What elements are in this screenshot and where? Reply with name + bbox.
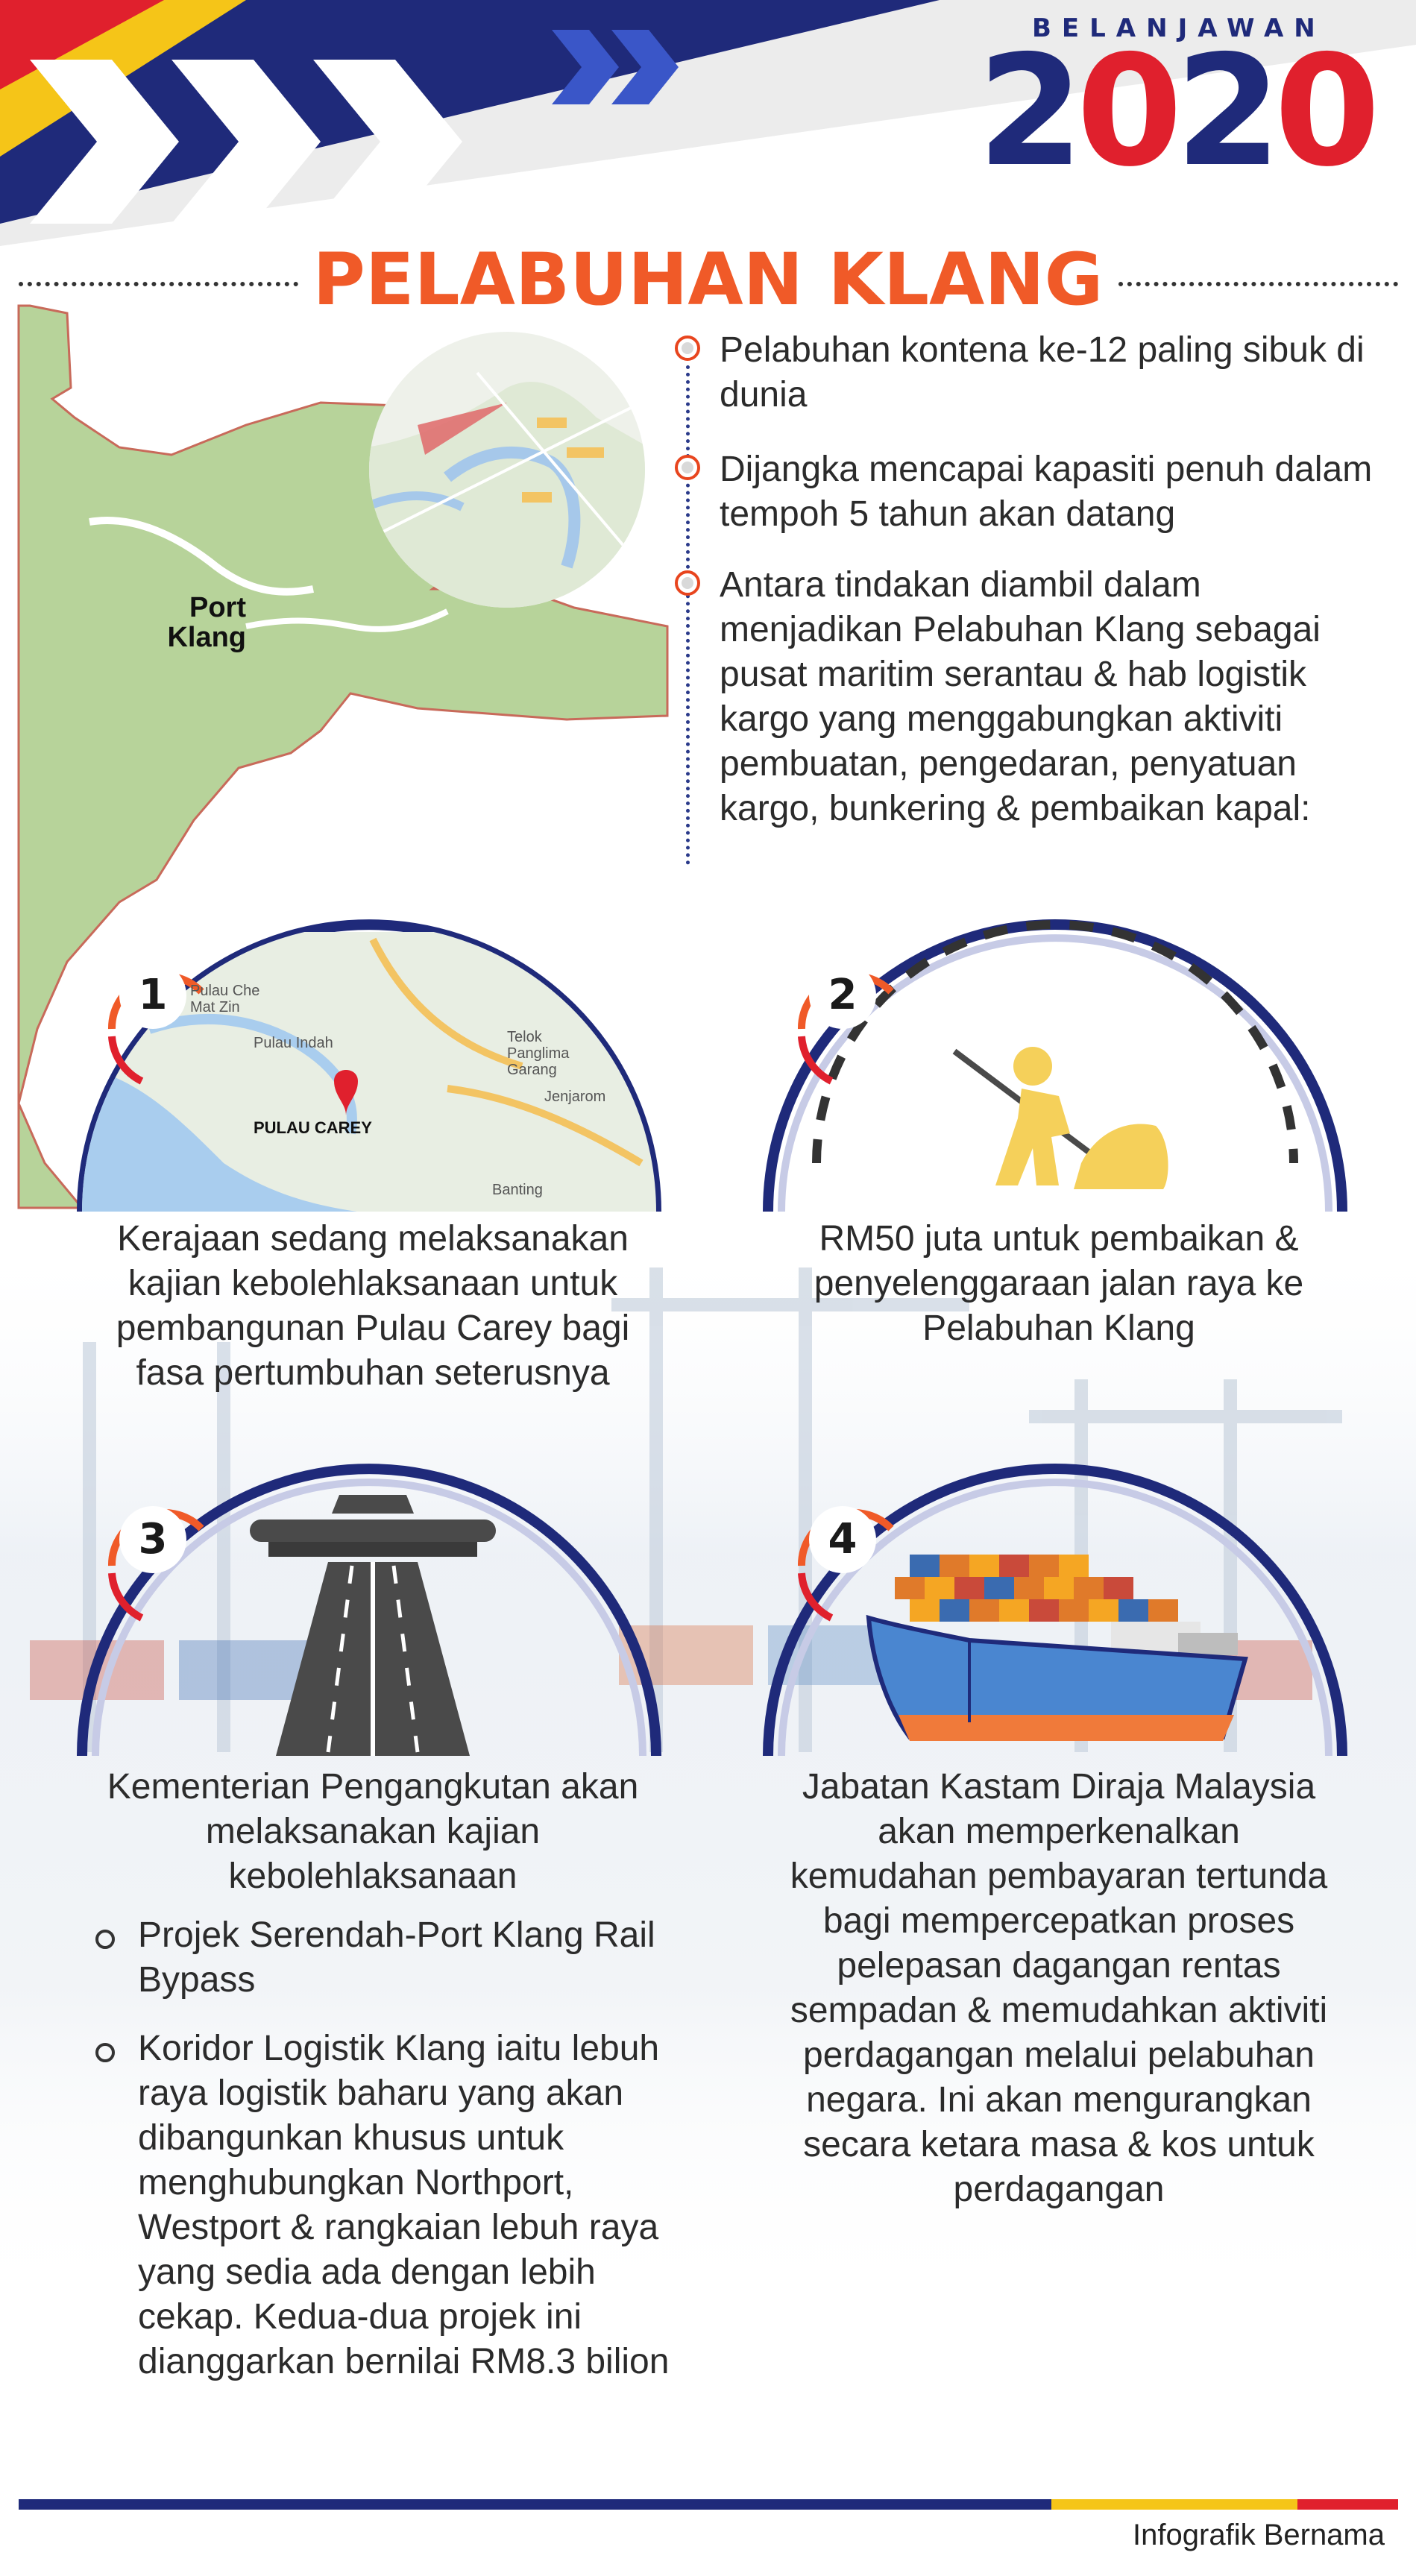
point-busiest-port: Pelabuhan kontena ke-12 paling sibuk di dunia: [720, 330, 1365, 415]
brand-wordmark: BELANJAWAN: [1032, 13, 1326, 43]
list-bullet-icon: [95, 1930, 115, 1949]
card-text-1: Kerajaan sedang melaksanakan kajian kebolehlaksanaan untuk pembangunan Pulau Carey bagi fasa pertumbuhan seterusnya: [116, 1219, 630, 1393]
place-label: Pulau Indah: [254, 1035, 333, 1051]
card-text-2: RM50 juta untuk pembaikan & penyelenggaraan jalan raya ke Pelabuhan Klang: [814, 1219, 1304, 1348]
bullet-icon: [675, 570, 700, 596]
card-text-4: Jabatan Kastam Diraja Malaysia akan memperkenalkan kemudahan pembayaran tertunda bagi mempercepatkan proses pelepasan dagangan rentas sempadan & memudahkan aktiviti perdagangan melalui pelabuhan negara. Ini akan mengurangkan secara ketara masa & kos untuk perdagangan: [790, 1767, 1328, 2209]
card-number-2: 2: [809, 962, 876, 1029]
bullet-icon: [675, 336, 700, 361]
brand-year-logo: 2020: [977, 23, 1373, 201]
highway-icon: [246, 1491, 500, 1760]
point-full-capacity: Dijangka mencapai kapasiti penuh dalam tempoh 5 tahun akan datang: [720, 450, 1373, 534]
port-klang-label: Port Klang: [167, 592, 246, 653]
page-title: PELABUHAN KLANG: [312, 238, 1104, 321]
footer-credit: Infografik Bernama: [1133, 2519, 1385, 2551]
place-label: Jenjarom: [544, 1089, 606, 1105]
card-number-3: 3: [119, 1506, 186, 1573]
bullet-icon: [675, 455, 700, 480]
place-label: Banting: [492, 1182, 543, 1198]
card-number-4: 4: [809, 1506, 876, 1573]
road-worker-icon: [947, 1036, 1178, 1193]
card-number-1: 1: [119, 962, 186, 1029]
points-connector: [686, 365, 690, 865]
card-text-3: Kementerian Pengangkutan akan melaksanakan kajian kebolehlaksanaan: [107, 1767, 639, 1896]
list-item-logistics-corridor: Koridor Logistik Klang iaitu lebuh raya logistik baharu yang akan dibangunkan khusus untuk menghubungkan Northport, Westport & rangkaian lebuh raya yang sedia ada dengan lebih cekap. Kedua-dua projek ini dianggarkan bernilai RM8.3 bilion: [138, 2029, 670, 2381]
map-icon: [254, 1118, 372, 1138]
pin-label: PULAU CAREY: [254, 1118, 372, 1137]
place-label: Pulau Che Mat Zin: [190, 983, 260, 1015]
list-bullet-icon: [95, 2043, 115, 2062]
point-actions: Antara tindakan diambil dalam menjadikan Pelabuhan Klang sebagai pusat maritim serantau & hab logistik kargo yang menggabungkan aktiviti pembuatan, pengedaran, penyatuan kargo, bunkering & pembaikan kapal:: [720, 565, 1321, 828]
list-item-rail-bypass: Projek Serendah-Port Klang Rail Bypass: [138, 1915, 655, 2000]
place-label: Telok Panglima Garang: [507, 1029, 570, 1078]
container-ship-icon: [865, 1551, 1253, 1760]
